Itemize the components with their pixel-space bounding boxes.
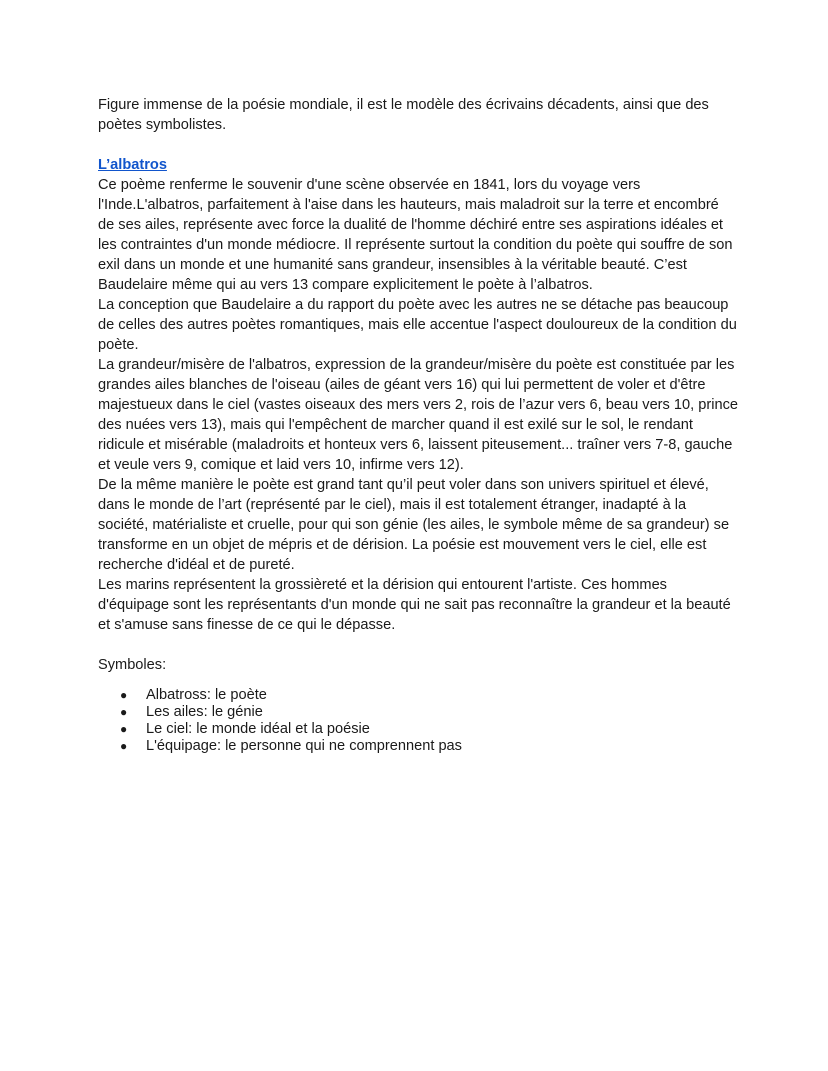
list-item-text: Albatross: le poète xyxy=(146,687,267,703)
body-paragraph: La conception que Baudelaire a du rapport du poète avec les autres ne se détache pas beaucoup de celles des autres poètes romantiques, mais elle accentue l'aspect douloureux de la condition du poète. xyxy=(98,297,737,353)
symbols-label: Symboles: xyxy=(98,657,167,673)
list-item-text: Les ailes: le génie xyxy=(146,704,263,720)
list-item xyxy=(98,738,738,755)
intro-paragraph: Figure immense de la poésie mondiale, il est le modèle des écrivains décadents, ainsi que des poètes symbolistes. xyxy=(98,97,709,133)
body-paragraph: Ce poème renferme le souvenir d'une scène observée en 1841, lors du voyage vers l'Inde.L'albatros, parfaitement à l'aise dans les hauteurs, mais maladroit sur la terre et encombré de ses ailes, représente avec force la dualité de l'homme déchiré entre ses aspirations idéales et les contraintes d'un monde médiocre. Il représente surtout la condition du poète qui souffre de son exil dans un monde et une humanité sans grandeur, insensibles à la véritable beauté. C’est Baudelaire même qui au vers 13 compare explicitement le poète à l’albatros. xyxy=(98,177,733,293)
spacer xyxy=(98,135,738,155)
body-paragraph: Les marins représentent la grossièreté et la dérision qui entourent l'artiste. Ces hommes d'équipage sont les représentants d'un monde qui ne sait pas reconnaître la grandeur et la beauté et s'amuse sans finesse de ce qui le dépasse. xyxy=(98,577,731,633)
body-paragraph: La grandeur/misère de l'albatros, expression de la grandeur/misère du poète est constituée par les grandes ailes blanches de l'oiseau (ailes de géant vers 16) qui lui permettent de voler et d'être majestueux dans le ciel (vastes oiseaux des mers vers 2, rois de l’azur vers 6, beau vers 10, prince des nuées vers 13), mais qui l'empêchent de marcher quand il est exilé sur le sol, le rendant ridicule et misérable (maladroits et honteux vers 6, laissent piteusement... traîner vers 7-8, gauche et veule vers 9, comique et laid vers 10, infirme vers 12). xyxy=(98,357,738,473)
symbols-list xyxy=(98,687,738,755)
section-heading: L’albatros xyxy=(98,157,167,173)
list-item xyxy=(98,721,738,738)
bullet-icon: ● xyxy=(120,688,128,702)
list-item-text: Le ciel: le monde idéal et la poésie xyxy=(146,721,370,737)
bullet-icon: ● xyxy=(120,722,128,736)
spacer xyxy=(98,635,738,655)
bullet-icon: ● xyxy=(120,739,128,753)
list-item xyxy=(98,704,738,721)
list-item xyxy=(98,687,738,704)
list-item-text: L'équipage: le personne qui ne comprennent pas xyxy=(146,738,462,754)
body-paragraph: De la même manière le poète est grand tant qu’il peut voler dans son univers spirituel et élevé, dans le monde de l’art (représenté par le ciel), mais il est totalement étranger, inadapté à la société, matérialiste et cruelle, pour qui son génie (les ailes, le symbole même de sa grandeur) se transforme en un objet de mépris et de dérision. La poésie est mouvement vers le ciel, elle est recherche d'idéal et de pureté. xyxy=(98,477,730,573)
document-page xyxy=(98,95,738,755)
bullet-icon: ● xyxy=(120,705,128,719)
